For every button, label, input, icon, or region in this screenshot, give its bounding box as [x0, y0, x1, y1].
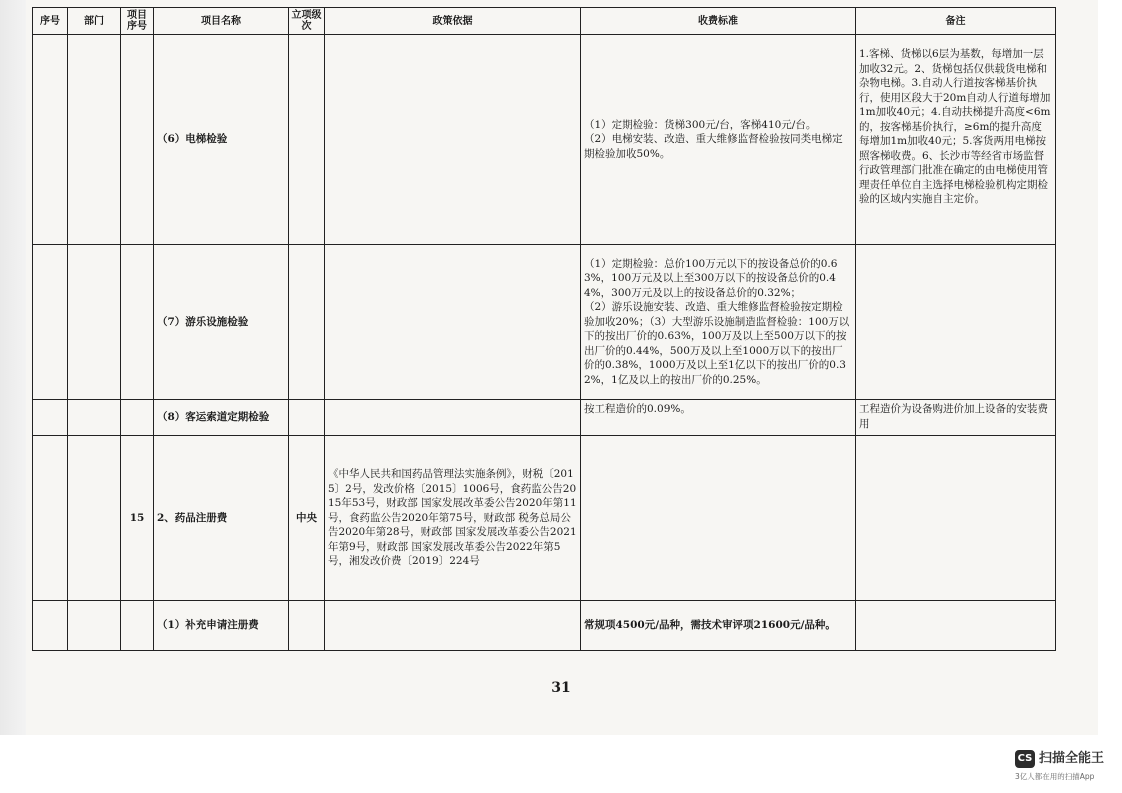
header-basis: 政策依据 [325, 8, 581, 35]
cell-basis: 《中华人民共和国药品管理法实施条例》，财税〔2015〕2号，发改价格〔2015〕1006号，食药监公告2015年53号，财政部 国家发展改革委公告2020年第11号，食药监公告2020年第75号，财政部 税务总局公告2020年第28号，财政部 国家发展改革委公告2021年第9号，财政部 国家发展改革委公告2022年第5号，湘发改价费〔2019〕224号 [325, 436, 581, 601]
cell-level: 中央 [289, 436, 325, 601]
fee-table [32, 7, 1056, 651]
table-row [33, 601, 1056, 651]
cell-item-seq [121, 601, 154, 651]
cell-dept [68, 245, 121, 400]
header-remarks: 备注 [856, 8, 1056, 35]
cell-item-seq: 15 [121, 436, 154, 601]
header-item-name: 项目名称 [154, 8, 289, 35]
cell-item-seq [121, 35, 154, 245]
cell-standard: 按工程造价的0.09%。 [581, 400, 856, 436]
cell-remarks [856, 436, 1056, 601]
cell-item-seq [121, 245, 154, 400]
table-header-row [33, 8, 1056, 35]
page-number: 31 [551, 680, 571, 696]
cell-standard: 常规项4500元/品种，需技术审评项21600元/品种。 [581, 601, 856, 651]
cell-item-name: （8）客运索道定期检验 [154, 400, 289, 436]
header-item-seq: 项目序号 [121, 8, 154, 35]
cell-standard [581, 436, 856, 601]
cell-dept [68, 35, 121, 245]
table-row [33, 245, 1056, 400]
cell-remarks [856, 601, 1056, 651]
cell-remarks [856, 245, 1056, 400]
cell-basis [325, 245, 581, 400]
cell-seq [33, 245, 68, 400]
cell-standard: （1）定期检验：货梯300元/台，客梯410元/台。 （2）电梯安装、改造、重大维修监督检验按同类电梯定期检验加收50%。 [581, 35, 856, 245]
table-row [33, 436, 1056, 601]
cell-seq [33, 400, 68, 436]
cell-seq [33, 436, 68, 601]
scanner-watermark [1015, 750, 1115, 786]
cell-dept [68, 400, 121, 436]
scanner-app-tagline: 3亿人都在用的扫描App [1015, 772, 1095, 781]
cell-item-name: （1）补充申请注册费 [154, 601, 289, 651]
cell-item-name: （7）游乐设施检验 [154, 245, 289, 400]
cell-level [289, 245, 325, 400]
header-approval-level: 立项级次 [289, 8, 325, 35]
table-row [33, 400, 1056, 436]
scanner-app-name: 扫描全能王 [1039, 751, 1105, 766]
cell-level [289, 601, 325, 651]
scan-edge-shadow [0, 0, 26, 735]
cell-standard: （1）定期检验：总价100万元以下的按设备总价的0.63%，100万元及以上至300万以下的按设备总价的0.44%，300万元及以上的按设备总价的0.32%； （2）游乐设施安装、改造、重大维修监督检验按定期检验加收20%；（3）大型游乐设施制造监督检验：100万以下的按出厂价的0.63%，100万及以上至500万以下的按出厂价的0.44%，500万及以上至1000万以下的按出厂价的0.38%，1000万及以上至1亿以下的按出厂价的0.32%，1亿及以上的按出厂价的0.25%。 [581, 245, 856, 400]
scanned-page [26, 0, 1098, 735]
cell-remarks: 工程造价为设备购进价加上设备的安装费用 [856, 400, 1056, 436]
cell-item-name: 2、药品注册费 [154, 436, 289, 601]
cell-remarks: 1.客梯、货梯以6层为基数，每增加一层加收32元。2、货梯包括仅供载货电梯和杂物电梯。3.自动人行道按客梯基价执行，使用区段大于20m自动人行道每增加1m加收40元；4.自动扶梯提升高度<6m的，按客梯基价执行，≥6m的提升高度每增加1m加收40元；5.客货两用电梯按照客梯收费。6、长沙市等经省市场监督行政管理部门批准在确定的由电梯使用管理责任单位自主选择电梯检验机构定期检验的区域内实施自主定价。 [856, 35, 1056, 245]
cell-basis [325, 601, 581, 651]
cell-dept [68, 436, 121, 601]
cell-basis [325, 400, 581, 436]
cell-seq [33, 601, 68, 651]
table-row [33, 35, 1056, 245]
header-standard: 收费标准 [581, 8, 856, 35]
cell-item-name: （6）电梯检验 [154, 35, 289, 245]
header-seq: 序号 [33, 8, 68, 35]
cell-level [289, 400, 325, 436]
cell-item-seq [121, 400, 154, 436]
header-dept: 部门 [68, 8, 121, 35]
cell-dept [68, 601, 121, 651]
cs-logo-icon: CS [1015, 750, 1035, 768]
cell-basis [325, 35, 581, 245]
cell-level [289, 35, 325, 245]
cell-seq [33, 35, 68, 245]
